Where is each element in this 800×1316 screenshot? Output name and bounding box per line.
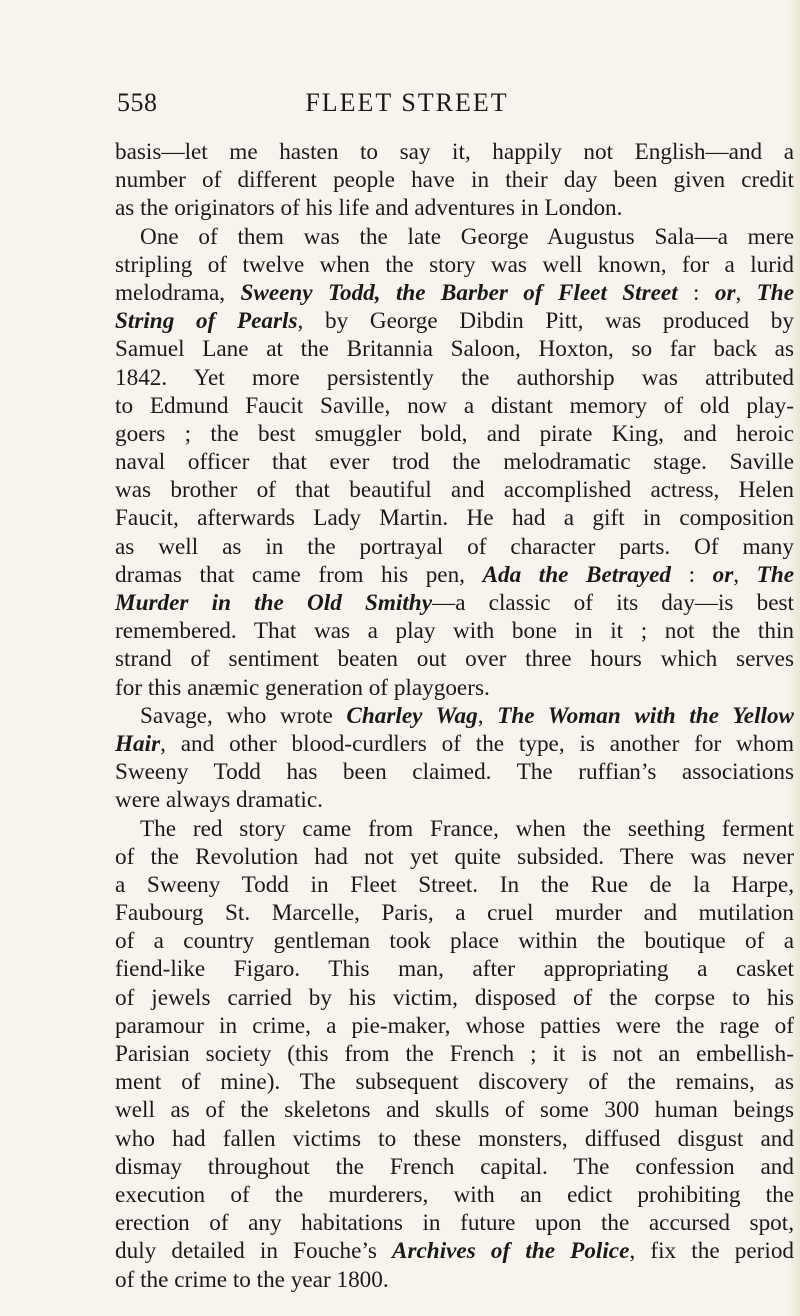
text-segment: for this anæmic generation of playgoers. [115, 674, 490, 701]
text-line [115, 1181, 794, 1209]
text-line [115, 955, 794, 983]
text-segment: Parisian society (this from the French ; it is not an embellish- [115, 1041, 794, 1067]
text-segment: fiend-like Figaro. This man, after appropriating a casket [115, 956, 794, 983]
text-segment: duly detailed in Fouche’s [115, 1238, 393, 1265]
text-line [115, 476, 794, 504]
text-segment: number of different people have in their day been given credit [115, 167, 794, 194]
text-line [115, 1266, 794, 1294]
text-segment: , [735, 279, 757, 306]
text-line [115, 984, 794, 1012]
text-segment: as the originators of his life and adventures in London. [115, 195, 623, 222]
text-segment: , [477, 702, 498, 729]
text-line [115, 335, 794, 363]
text-segment: of the crime to the year 1800. [115, 1266, 389, 1293]
text-segment: remembered. That was a play with bone in it ; not the thin [115, 618, 794, 645]
text-segment: —a classic of its day—is best [432, 590, 794, 616]
italic-title: String of Pearls [115, 308, 298, 335]
text-line [115, 392, 794, 420]
text-line [115, 702, 794, 730]
italic-title: The [756, 279, 794, 306]
text-line [115, 674, 794, 702]
text-segment: who had fallen victims to these monsters, diffused disgust and [115, 1125, 794, 1152]
text-segment: One of them was the late George Augustus Sala—a mere [140, 223, 794, 250]
text-segment: was brother of that beautiful and accomplished actress, Helen [115, 477, 794, 504]
text-line [115, 448, 794, 476]
italic-title: Hair [115, 730, 161, 757]
text-segment: a Sweeny Todd in Fleet Street. In the Rue de la Harpe, [115, 871, 794, 898]
text-segment: goers ; the best smuggler bold, and pirate King, and heroic [115, 420, 794, 447]
text-line [115, 307, 794, 335]
text-segment: execution of the murderers, with an edict prohibiting the [115, 1181, 794, 1208]
text-segment: strand of sentiment beaten out over three hours which serves [115, 646, 794, 673]
text-segment: : [671, 561, 713, 588]
text-line [115, 843, 794, 871]
text-segment: dramas that came from his pen, [115, 561, 483, 588]
text-segment: ment of mine). The subsequent discovery of the remains, as [115, 1069, 794, 1096]
text-line [115, 251, 794, 279]
text-segment: of the Revolution had not yet quite subsided. There was never [115, 843, 794, 870]
text-segment: well as of the skeletons and skulls of some 300 human beings [115, 1097, 794, 1124]
text-line [115, 533, 794, 561]
text-segment: Sweeny Todd has been claimed. The ruffian’s associations [115, 759, 794, 786]
text-line [115, 617, 794, 645]
text-line [115, 138, 794, 166]
text-line [115, 899, 794, 927]
italic-title: The Woman with the Yellow [497, 702, 795, 729]
text-segment: , and other blood-curdlers of the type, is another for whom [160, 730, 794, 757]
text-line [115, 1125, 794, 1153]
text-segment: to Edmund Faucit Saville, now a distant memory of old play- [115, 392, 794, 419]
text-segment: 1842. Yet more persistently the authorship was attributed [115, 364, 794, 391]
text-line [115, 758, 794, 786]
text-segment: of jewels carried by his victim, disposed of the corpse to his [115, 984, 794, 1011]
text-segment: , [733, 561, 757, 588]
text-segment: , fix the period [629, 1238, 795, 1265]
text-segment: : [677, 279, 715, 306]
text-segment: dismay throughout the French capital. The confession and [115, 1153, 794, 1180]
text-segment: , by George Dibdin Pitt, was produced by [297, 308, 794, 335]
italic-title: Sweeny Todd, the Barber of Fleet Street [240, 279, 678, 306]
text-line [115, 1040, 794, 1068]
text-line [115, 589, 794, 617]
text-line [115, 645, 794, 673]
text-segment: The red story came from France, when the seething ferment [140, 815, 794, 842]
text-line [115, 1096, 794, 1124]
text-line [115, 1153, 794, 1181]
text-segment: Faucit, afterwards Lady Martin. He had a gift in composition [115, 505, 794, 532]
text-segment: erection of any habitations in future upon the accursed spot, [115, 1210, 794, 1237]
text-line [115, 166, 794, 194]
text-line [115, 1209, 794, 1237]
text-segment: Samuel Lane at the Britannia Saloon, Hoxton, so far back as [115, 336, 794, 363]
italic-title: Charley Wag [346, 702, 478, 729]
text-line [115, 927, 794, 955]
text-segment: as well as in the portrayal of character parts. Of many [115, 533, 794, 560]
text-segment: Faubourg St. Marcelle, Paris, a cruel murder and mutilation [115, 900, 794, 927]
text-segment: stripling of twelve when the story was well known, for a lurid [115, 251, 794, 278]
text-segment: Savage, who wrote [140, 702, 347, 729]
italic-title: The [756, 561, 795, 588]
text-line [115, 1012, 794, 1040]
text-line [115, 279, 794, 307]
text-line [115, 223, 794, 251]
italic-title: Murder in the Old Smithy [115, 590, 432, 616]
text-segment: naval officer that ever trod the melodramatic stage. Saville [115, 449, 794, 476]
text-segment: of a country gentleman took place within the boutique of a [115, 928, 794, 955]
text-segment: basis—let me hasten to say it, happily not English—and a [115, 139, 794, 165]
text-line [115, 815, 794, 843]
italic-title: or [712, 561, 734, 588]
running-head: FLEET STREET [305, 88, 509, 117]
text-line [115, 194, 794, 222]
italic-title: Archives of the Police [392, 1238, 630, 1265]
text-line [115, 1237, 794, 1265]
text-line [115, 871, 794, 899]
text-segment: were always dramatic. [115, 787, 323, 814]
text-segment: melodrama, [115, 279, 241, 306]
text-line [115, 730, 794, 758]
text-line [115, 1068, 794, 1096]
text-line [115, 786, 794, 814]
text-line [115, 561, 794, 589]
italic-title: Ada the Betrayed [482, 561, 672, 588]
page-header [117, 88, 697, 124]
italic-title: or [714, 279, 736, 306]
text-segment: paramour in crime, a pie-maker, whose patties were the rage of [115, 1012, 794, 1039]
text-line [115, 504, 794, 532]
body-text [115, 138, 794, 1294]
text-line [115, 420, 794, 448]
text-line [115, 364, 794, 392]
page-number: 558 [117, 88, 158, 117]
